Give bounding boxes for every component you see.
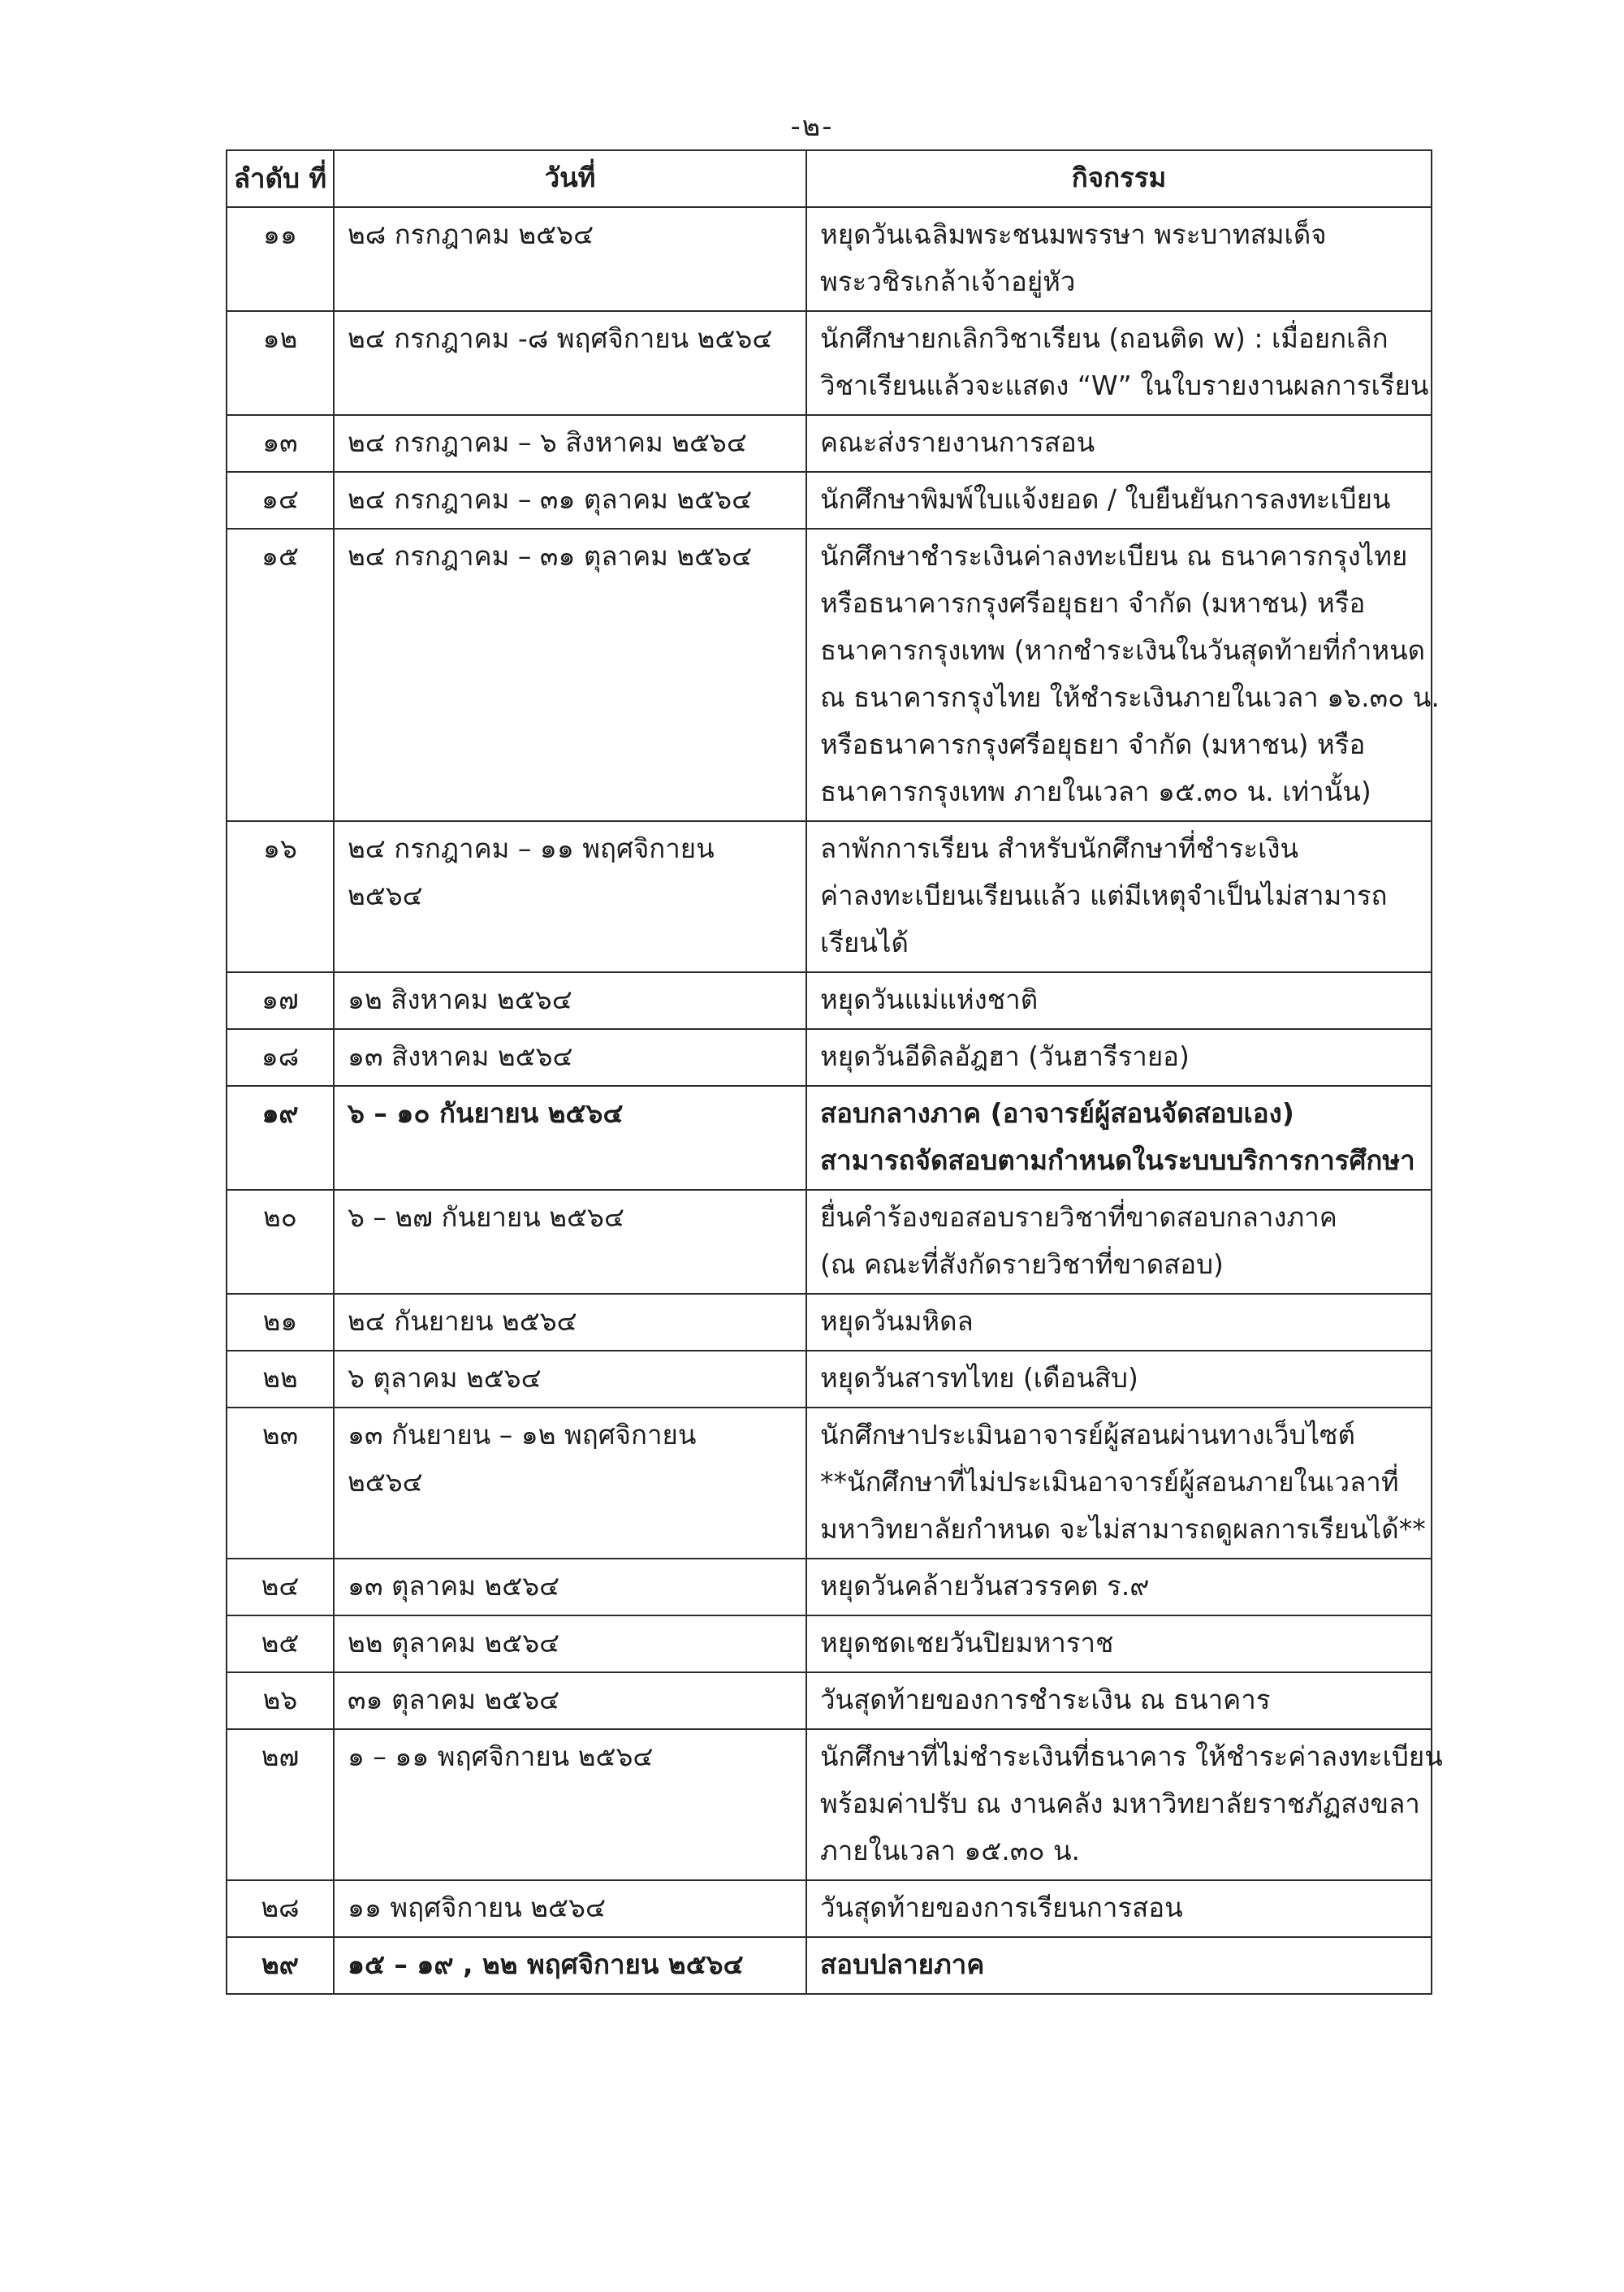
date-line: ๓๑ ตุลาคม ๒๕๖๔	[348, 1684, 560, 1715]
row-date	[334, 1408, 806, 1559]
row-date	[334, 1086, 806, 1190]
row-number: ๑๑	[227, 207, 334, 311]
row-activity	[806, 972, 1432, 1029]
row-number: ๑๗	[227, 972, 334, 1029]
date-line: ๑๓ ตุลาคม ๒๕๖๔	[348, 1570, 560, 1602]
table-row	[227, 1408, 1432, 1559]
date-line: ๑๓ สิงหาคม ๒๕๖๔	[348, 1040, 573, 1072]
activity-line: วิชาเรียนแล้วจะแสดง “W” ในใบรายงานผลการเรียน	[820, 370, 1429, 401]
activity-line: นักศึกษาประเมินอาจารย์ผู้สอนผ่านทางเว็บไซต์	[820, 1419, 1355, 1451]
row-date	[334, 972, 806, 1029]
date-line: ๑๒ สิงหาคม ๒๕๖๔	[348, 984, 572, 1015]
row-number: ๒๕	[227, 1615, 334, 1672]
row-activity	[806, 529, 1440, 821]
row-number: ๒๐	[227, 1190, 334, 1294]
activity-line: หยุดวันมหิดล	[820, 1305, 974, 1337]
table-row	[227, 1559, 1432, 1615]
row-activity	[806, 1190, 1432, 1294]
table-body	[227, 207, 1443, 1994]
date-line: ๒๔ กรกฎาคม -๘ พฤศจิกายน ๒๕๖๔	[348, 322, 773, 354]
row-number: ๒๙	[227, 1937, 334, 1994]
table-row	[227, 1615, 1432, 1672]
activity-line: วันสุดท้ายของการชำระเงิน ณ ธนาคาร	[820, 1684, 1271, 1715]
date-line: ๒๔ กันยายน ๒๕๖๔	[348, 1305, 577, 1337]
activity-line: หยุดวันเฉลิมพระชนมพรรษา พระบาทสมเด็จ	[820, 218, 1327, 250]
row-activity	[806, 1559, 1432, 1615]
row-activity	[806, 1672, 1432, 1729]
row-number: ๑๘	[227, 1029, 334, 1086]
activity-line: สอบกลางภาค (อาจารย์ผู้สอนจัดสอบเอง)	[820, 1097, 1294, 1129]
table-row	[227, 1190, 1432, 1294]
header-no: ลำดับ ที่	[227, 150, 334, 207]
row-date	[334, 1029, 806, 1086]
date-line: ๖ – ๑๐ กันยายน ๒๕๖๔	[348, 1097, 624, 1129]
date-line: ๒๕๖๔	[348, 880, 423, 911]
activity-line: ภายในเวลา ๑๕.๓๐ น.	[820, 1835, 1080, 1866]
table-row	[227, 1086, 1432, 1190]
row-number: ๑๖	[227, 821, 334, 972]
row-activity	[806, 1880, 1432, 1937]
row-date	[334, 529, 806, 821]
table-row	[227, 1937, 1432, 1994]
table-row	[227, 972, 1432, 1029]
table-row	[227, 1029, 1432, 1086]
row-date	[334, 1294, 806, 1351]
row-activity	[806, 472, 1432, 529]
table-header-row	[227, 150, 1432, 207]
row-number: ๑๙	[227, 1086, 334, 1190]
activity-line: หยุดวันคล้ายวันสวรรคต ร.๙	[820, 1570, 1150, 1602]
activity-line: นักศึกษาชำระเงินค่าลงทะเบียน ณ ธนาคารกรุงไทย	[820, 540, 1408, 572]
row-number: ๒๗	[227, 1729, 334, 1880]
row-activity	[806, 311, 1432, 415]
table-row	[227, 529, 1432, 821]
header-date: วันที่	[334, 150, 806, 207]
academic-calendar-table	[226, 149, 1443, 1995]
row-number: ๒๒	[227, 1351, 334, 1408]
row-date	[334, 1559, 806, 1615]
page-number: -๒-	[790, 110, 834, 143]
row-date	[334, 821, 806, 972]
date-line: ๑๕ – ๑๙ , ๒๒ พฤศจิกายน ๒๕๖๔	[348, 1948, 744, 1980]
activity-line: หยุดชดเชยวันปิยมหาราช	[820, 1627, 1114, 1658]
date-line: ๒๘ กรกฎาคม ๒๕๖๔	[348, 218, 594, 250]
activity-line: สอบปลายภาค	[820, 1948, 985, 1980]
date-line: ๒๒ ตุลาคม ๒๕๖๔	[348, 1627, 560, 1658]
activity-line: วันสุดท้ายของการเรียนการสอน	[820, 1892, 1183, 1923]
activity-line: ค่าลงทะเบียนเรียนแล้ว แต่มีเหตุจำเป็นไม่สามารถ	[820, 880, 1388, 911]
date-line: ๒๔ กรกฎาคม – ๖ สิงหาคม ๒๕๖๔	[348, 426, 747, 458]
row-date	[334, 1729, 806, 1880]
row-number: ๑๓	[227, 415, 334, 472]
row-number: ๑๕	[227, 529, 334, 821]
activity-line: นักศึกษาพิมพ์ใบแจ้งยอด / ใบยืนยันการลงทะเบียน	[820, 483, 1391, 515]
activity-line: หยุดวันสารทไทย (เดือนสิบ)	[820, 1362, 1138, 1394]
row-number: ๒๔	[227, 1559, 334, 1615]
row-number: ๑๒	[227, 311, 334, 415]
row-number: ๑๔	[227, 472, 334, 529]
table-row	[227, 311, 1432, 415]
table-row	[227, 472, 1432, 529]
activity-line: ลาพักการเรียน สำหรับนักศึกษาที่ชำระเงิน	[820, 832, 1299, 864]
table-row	[227, 1351, 1432, 1408]
row-date	[334, 1615, 806, 1672]
table-row	[227, 821, 1432, 972]
row-number: ๒๑	[227, 1294, 334, 1351]
row-date	[334, 207, 806, 311]
row-date	[334, 1937, 806, 1994]
table-row	[227, 207, 1432, 311]
row-date	[334, 311, 806, 415]
date-line: ๒๔ กรกฎาคม – ๑๑ พฤศจิกายน	[348, 832, 715, 864]
row-date	[334, 472, 806, 529]
date-line: ๑ – ๑๑ พฤศจิกายน ๒๕๖๔	[348, 1741, 654, 1772]
table-row	[227, 415, 1432, 472]
activity-line: พระวชิรเกล้าเจ้าอยู่หัว	[820, 266, 1076, 297]
date-line: ๒๔ กรกฎาคม – ๓๑ ตุลาคม ๒๕๖๔	[348, 540, 753, 572]
activity-line: สามารถจัดสอบตามกำหนดในระบบบริการการศึกษา	[820, 1144, 1415, 1176]
row-number: ๒๓	[227, 1408, 334, 1559]
row-activity	[806, 207, 1432, 311]
activity-line: หรือธนาคารกรุงศรีอยุธยา จำกัด (มหาชน) หรือ	[820, 729, 1366, 760]
activity-line: ยื่นคำร้องขอสอบรายวิชาที่ขาดสอบกลางภาค	[820, 1201, 1337, 1233]
row-date	[334, 1351, 806, 1408]
activity-line: (ณ คณะที่สังกัดรายวิชาที่ขาดสอบ)	[820, 1248, 1224, 1280]
row-activity	[806, 1351, 1432, 1408]
date-line: ๒๕๖๔	[348, 1466, 423, 1498]
activity-line: นักศึกษาที่ไม่ชำระเงินที่ธนาคาร ให้ชำระค่าลงทะเบียน	[820, 1741, 1443, 1772]
row-activity	[806, 1729, 1443, 1880]
activity-line: ธนาคารกรุงเทพ (หากชำระเงินในวันสุดท้ายที่กำหนด	[820, 634, 1426, 666]
row-date	[334, 1672, 806, 1729]
row-activity	[806, 1294, 1432, 1351]
table-row	[227, 1672, 1432, 1729]
table-row	[227, 1729, 1432, 1880]
row-activity	[806, 415, 1432, 472]
activity-line: หยุดวันแม่แห่งชาติ	[820, 984, 1039, 1015]
row-number: ๒๘	[227, 1880, 334, 1937]
row-number: ๒๖	[227, 1672, 334, 1729]
table-row	[227, 1880, 1432, 1937]
activity-line: หยุดวันอีดิลอัฎฮา (วันฮารีรายอ)	[820, 1040, 1190, 1072]
row-activity	[806, 1615, 1432, 1672]
activity-line: นักศึกษายกเลิกวิชาเรียน (ถอนติด w) : เมื่อยกเลิก	[820, 322, 1389, 354]
date-line: ๒๔ กรกฎาคม – ๓๑ ตุลาคม ๒๕๖๔	[348, 483, 753, 515]
activity-line: มหาวิทยาลัยกำหนด จะไม่สามารถดูผลการเรียนได้**	[820, 1513, 1426, 1545]
row-date	[334, 415, 806, 472]
activity-line: เรียนได้	[820, 927, 909, 958]
activity-line: พร้อมค่าปรับ ณ งานคลัง มหาวิทยาลัยราชภัฏสงขลา	[820, 1788, 1420, 1819]
activity-line: ณ ธนาคารกรุงไทย ให้ชำระเงินภายในเวลา ๑๖.๓๐ น.	[820, 681, 1440, 713]
activity-line: คณะส่งรายงานการสอน	[820, 426, 1095, 458]
header-activity: กิจกรรม	[806, 150, 1432, 207]
table-row	[227, 1294, 1432, 1351]
date-line: ๖ – ๒๗ กันยายน ๒๕๖๔	[348, 1201, 624, 1233]
row-activity	[806, 1029, 1432, 1086]
row-activity	[806, 1408, 1432, 1559]
date-line: ๑๑ พฤศจิกายน ๒๕๖๔	[348, 1892, 606, 1923]
date-line: ๖ ตุลาคม ๒๕๖๔	[348, 1362, 542, 1394]
date-line: ๑๓ กันยายน – ๑๒ พฤศจิกายน	[348, 1419, 697, 1451]
row-activity	[806, 1086, 1432, 1190]
row-date	[334, 1190, 806, 1294]
row-activity	[806, 821, 1432, 972]
activity-line: **นักศึกษาที่ไม่ประเมินอาจารย์ผู้สอนภายในเวลาที่	[820, 1466, 1399, 1498]
activity-line: ธนาคารกรุงเทพ ภายในเวลา ๑๕.๓๐ น. เท่านั้น)	[820, 776, 1371, 807]
row-date	[334, 1880, 806, 1937]
activity-line: หรือธนาคารกรุงศรีอยุธยา จำกัด (มหาชน) หรือ	[820, 587, 1366, 619]
row-activity	[806, 1937, 1432, 1994]
